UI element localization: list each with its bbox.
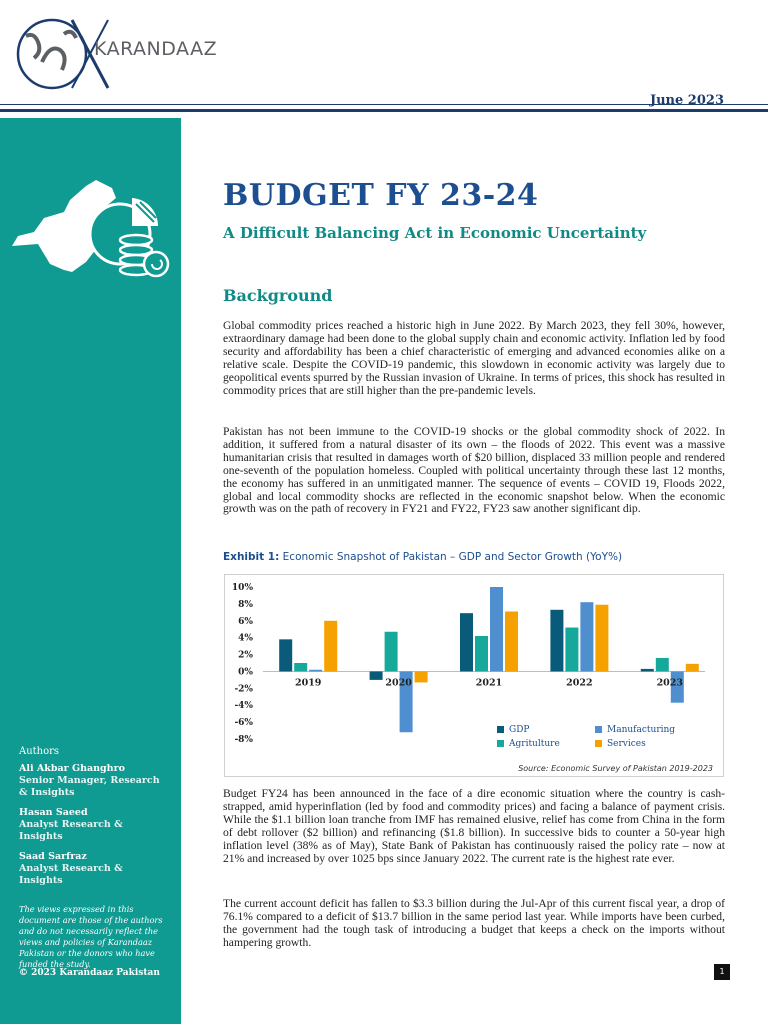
- chart-source: Source: Economic Survey of Pakistan 2019-2023: [518, 764, 713, 773]
- y-tick-label: -6%: [234, 718, 253, 729]
- legend-swatch-gdp: [497, 726, 504, 733]
- bar-agritulture-2020: [385, 632, 398, 672]
- author-name: Hasan Saeed: [19, 807, 88, 818]
- legend-swatch-services: [595, 740, 602, 747]
- header: [0, 0, 768, 112]
- bar-chart: [225, 575, 725, 778]
- page-title: BUDGET FY 23-24: [223, 178, 539, 213]
- legend-label: Manufacturing: [607, 725, 676, 735]
- sidebar: [0, 118, 181, 1024]
- x-tick-label: 2023: [656, 677, 684, 689]
- y-tick-label: -4%: [234, 701, 253, 712]
- x-tick-label: 2021: [475, 677, 503, 689]
- legend-swatch-agritulture: [497, 740, 504, 747]
- page-number: 1: [714, 964, 730, 980]
- legend-label: Agritulture: [509, 739, 560, 749]
- y-tick-label: 10%: [231, 583, 253, 593]
- bar-agritulture-2019: [294, 663, 307, 671]
- y-tick-label: 0%: [238, 667, 253, 678]
- exhibit-caption: [223, 551, 622, 563]
- authors-heading: Authors: [19, 746, 60, 757]
- body-paragraph: The current account deficit has fallen to $3.3 billion during the Jul-Apr of this current fiscal year, a drop of 76.1% compared to a deficit of $13.7 billion in the same period last year. While imports have been curbed, the government had the tough task of introducing a budget that keeps a check on the imports without hampering growth.: [223, 897, 725, 949]
- x-tick-label: 2022: [566, 677, 593, 689]
- author-entry: [19, 851, 169, 887]
- pakistan-map-finance-icon: [8, 174, 176, 284]
- bar-manufacturing-2019: [309, 670, 322, 672]
- legend-swatch-manufacturing: [595, 726, 602, 733]
- bar-gdp-2023: [641, 669, 654, 672]
- chart-container: [224, 574, 724, 777]
- legend-label: Services: [607, 739, 646, 749]
- bar-services-2023: [686, 664, 699, 672]
- bar-agritulture-2022: [565, 628, 578, 672]
- y-tick-label: 6%: [238, 616, 253, 627]
- exhibit-label: Exhibit 1:: [223, 551, 280, 563]
- copyright: © 2023 Karandaaz Pakistan: [19, 968, 160, 978]
- page-subtitle: A Difficult Balancing Act in Economic Uncertainty: [223, 224, 647, 242]
- author-name: Saad Sarfraz: [19, 851, 87, 862]
- body-paragraph: Budget FY24 has been announced in the face of a dire economic situation where the country is cash-strapped, amid hyperinflation (led by food and commodity prices) and facing a balance of payment crisis. While the $1.1 billion loan tranche from IMF has remained elusive, relief has come from China in the form of debt rollover ($2 billion) and refinancing ($1.8 billion). In successive bids to counter a 50-year high inflation level (38% as of May), State Bank of Pakistan has continuously raised the policy rate – now at 21% and increased by over 1025 bps since January 2022. The current rate is the highest rate ever.: [223, 787, 725, 865]
- author-entry: [19, 763, 169, 799]
- x-tick-label: 2019: [294, 677, 322, 689]
- y-tick-label: 2%: [238, 650, 253, 661]
- bar-services-2019: [324, 621, 337, 672]
- bar-gdp-2019: [279, 639, 292, 671]
- author-role: Analyst Research & Insights: [19, 819, 123, 842]
- bar-agritulture-2021: [475, 636, 488, 671]
- authors-block: [19, 746, 169, 895]
- bar-manufacturing-2021: [490, 587, 503, 671]
- bar-services-2020: [415, 671, 428, 682]
- x-tick-label: 2020: [385, 677, 412, 689]
- author-entry: [19, 807, 169, 843]
- section-heading: Background: [223, 286, 333, 305]
- y-tick-label: -8%: [234, 735, 253, 745]
- y-tick-label: 4%: [238, 633, 253, 644]
- author-role: Analyst Research & Insights: [19, 863, 123, 886]
- bar-manufacturing-2022: [580, 602, 593, 671]
- y-tick-label: -2%: [234, 684, 253, 695]
- bar-services-2021: [505, 611, 518, 671]
- logo-text: KARANDAAZ: [94, 38, 218, 60]
- bar-gdp-2022: [550, 610, 563, 672]
- disclaimer: The views expressed in this document are those of the authors and do not necessarily reflect the views and policies of Karandaaz Pakistan or the donors who have funded the study.: [19, 904, 163, 969]
- header-rule: [0, 104, 768, 112]
- bar-services-2022: [595, 605, 608, 672]
- report-date: June 2023: [649, 93, 724, 108]
- author-role: Senior Manager, Research & Insights: [19, 775, 160, 798]
- body-paragraph: Global commodity prices reached a historic high in June 2022. By March 2023, they fell 30%, however, extraordinary damage had been done to the global supply chain and economic activity. Inflation led by food security and affordability has been a chief characteristic of emerging and advanced economies alike on a relative scale. Despite the COVID-19 pandemic, this slowdown in economic activity was largely due to geopolitical events spurred by the Russian invasion of Ukraine. In terms of prices, this shock has resulted in commodity prices that are still higher than the pre-pandemic levels.: [223, 319, 725, 397]
- body-paragraph: Pakistan has not been immune to the COVID-19 shocks or the global commodity shock of 2022. In addition, it suffered from a natural disaster of its own – the floods of 2022. This event was a massive humanitarian crisis that resulted in damages worth of $20 billion, displaced 33 million people and rendered one-seventh of the population homeless. Coupled with political uncertainty through these last 12 months, the economy has suffered in an unmitigated manner. The sequence of events – COVID 19, Floods 2022, global and local commodity shocks are reflected in the economic snapshot below. When the economic growth was on the path of recovery in FY21 and FY22, FY23 saw another significant dip.: [223, 425, 725, 516]
- exhibit-title: Economic Snapshot of Pakistan – GDP and Sector Growth (YoY%): [282, 551, 623, 563]
- legend-label: GDP: [509, 725, 530, 735]
- y-tick-label: 8%: [238, 599, 253, 610]
- bar-gdp-2020: [370, 671, 383, 679]
- bar-gdp-2021: [460, 613, 473, 671]
- bar-agritulture-2023: [656, 658, 669, 672]
- author-name: Ali Akbar Ghanghro: [19, 763, 125, 774]
